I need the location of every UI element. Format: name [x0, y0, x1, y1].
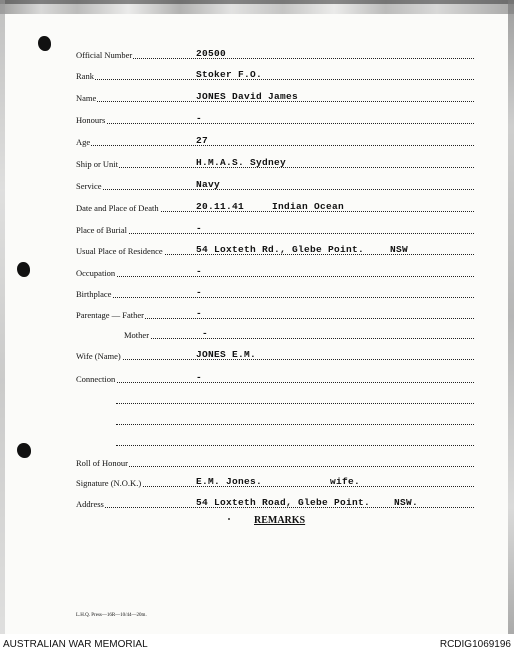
row-ship-or-unit — [76, 155, 474, 169]
signature-label: Signature (N.O.K.) — [76, 478, 142, 488]
leader-dots — [76, 145, 474, 146]
leader-dots — [76, 58, 474, 59]
residence-state-value: NSW — [390, 244, 409, 255]
leader-dots — [76, 466, 474, 467]
birthplace-value: - — [196, 287, 203, 298]
roll-of-honour-label: Roll of Honour — [76, 458, 128, 468]
birthplace-label: Birthplace — [76, 289, 112, 299]
scan-right-edge — [508, 0, 514, 634]
row-birthplace — [76, 285, 474, 299]
connection-continuation-line — [116, 391, 474, 405]
signature-value: E.M. Jones. — [196, 476, 263, 487]
leader-dots — [76, 297, 474, 298]
printer-imprint: L.H.Q. Press—16R—10/44—20m. — [76, 613, 147, 618]
address-value: 54 Loxteth Road, Glebe Point. — [196, 497, 371, 508]
leader-dots — [76, 359, 474, 360]
row-death — [76, 199, 474, 213]
leader-dots — [76, 123, 474, 124]
scan-left-edge — [0, 0, 5, 634]
footer-archive-name: AUSTRALIAN WAR MEMORIAL — [3, 639, 148, 650]
leader-dots — [116, 445, 474, 446]
burial-label: Place of Burial — [76, 225, 127, 235]
occupation-value: - — [196, 266, 203, 277]
row-roll-of-honour — [76, 454, 474, 468]
signature-relation-value: wife. — [330, 476, 361, 487]
service-label: Service — [76, 181, 102, 191]
address-label: Address — [76, 499, 104, 509]
leader-dots — [76, 382, 474, 383]
age-value: 27 — [196, 135, 209, 146]
residence-label: Usual Place of Residence — [76, 246, 163, 256]
row-rank — [76, 67, 474, 81]
connection-continuation-line — [116, 433, 474, 447]
leader-dots — [76, 79, 474, 80]
stray-mark — [228, 518, 230, 520]
name-label: Name — [76, 93, 97, 103]
leader-dots — [124, 338, 474, 339]
connection-continuation-line — [116, 412, 474, 426]
residence-value: 54 Loxteth Rd., Glebe Point. — [196, 244, 365, 255]
death-label: Date and Place of Death — [76, 203, 159, 213]
scan-top-border — [0, 0, 514, 4]
leader-dots — [116, 403, 474, 404]
service-value: Navy — [196, 179, 221, 190]
parentage-mother-label: Mother — [124, 330, 150, 340]
leader-dots — [76, 189, 474, 190]
official-number-value: 20500 — [196, 48, 227, 59]
footer-record-id: RCDIG1069196 — [439, 639, 511, 650]
burial-value: - — [196, 223, 203, 234]
parentage-mother-value: - — [202, 328, 209, 339]
rank-value: Stoker F.O. — [196, 69, 263, 80]
death-date-value: 20.11.41 — [196, 201, 245, 212]
death-place-value: Indian Ocean — [272, 201, 345, 212]
row-parentage-father — [76, 306, 474, 320]
row-name — [76, 89, 474, 103]
row-service — [76, 177, 474, 191]
row-occupation — [76, 264, 474, 278]
row-connection — [76, 370, 474, 384]
row-honours — [76, 111, 474, 125]
row-parentage-mother — [124, 326, 474, 340]
wife-value: JONES E.M. — [196, 349, 257, 360]
row-signature — [76, 474, 474, 488]
connection-value: - — [196, 372, 203, 383]
official-number-label: Official Number — [76, 50, 133, 60]
row-wife — [76, 347, 474, 361]
row-residence — [76, 242, 474, 256]
row-address — [76, 495, 474, 509]
row-age — [76, 133, 474, 147]
punch-hole-middle — [17, 262, 30, 277]
ship-or-unit-label: Ship or Unit — [76, 159, 119, 169]
rank-label: Rank — [76, 71, 94, 81]
punch-hole-lower — [17, 443, 31, 458]
name-value: JONES David James — [196, 91, 299, 102]
wife-label: Wife (Name) — [76, 351, 121, 361]
occupation-label: Occupation — [76, 268, 116, 278]
row-official-number — [76, 46, 474, 60]
row-burial — [76, 221, 474, 235]
age-label: Age — [76, 137, 91, 147]
remarks-heading: REMARKS — [254, 515, 306, 526]
parentage-father-value: - — [196, 308, 203, 319]
parentage-father-label: Parentage — Father — [76, 310, 144, 320]
address-state-value: NSW. — [394, 497, 419, 508]
honours-value: - — [196, 113, 203, 124]
leader-dots — [76, 276, 474, 277]
honours-label: Honours — [76, 115, 106, 125]
ship-or-unit-value: H.M.A.S. Sydney — [196, 157, 287, 168]
punch-hole-top — [38, 36, 51, 51]
leader-dots — [76, 233, 474, 234]
connection-label: Connection — [76, 374, 116, 384]
leader-dots — [116, 424, 474, 425]
